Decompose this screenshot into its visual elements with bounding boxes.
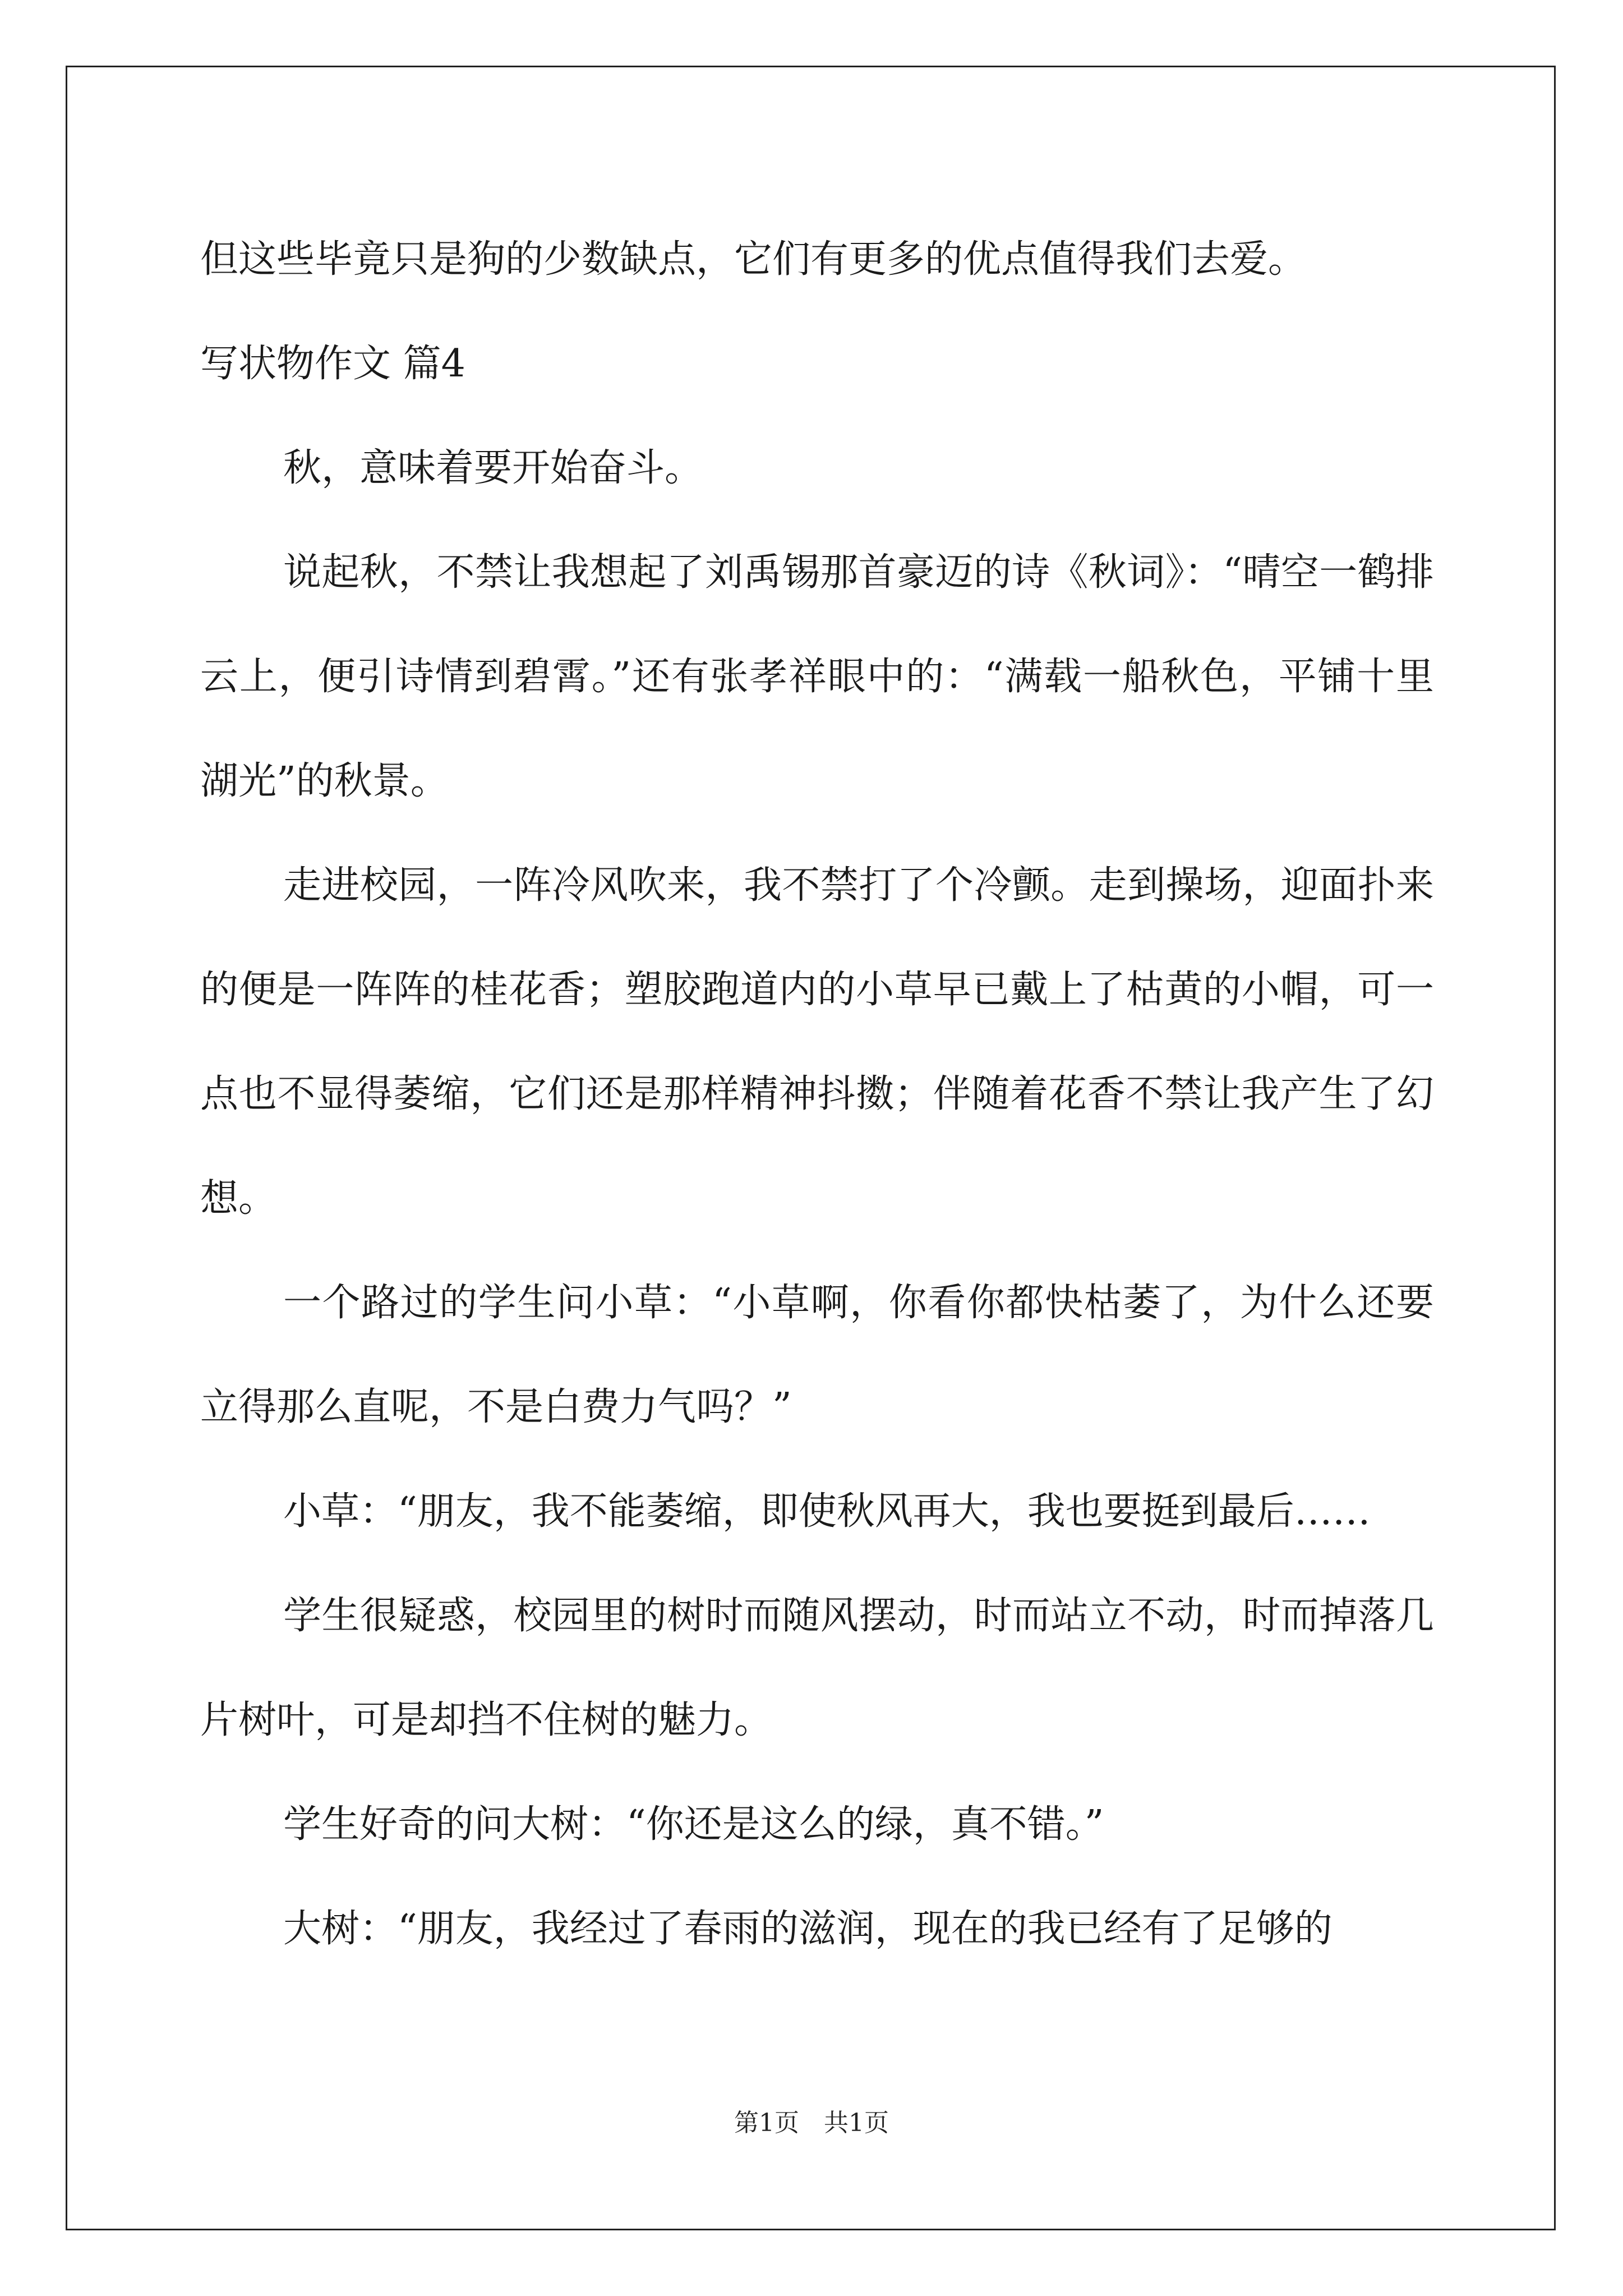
paragraph-1: 但这些毕竟只是狗的少数缺点，它们有更多的优点值得我们去爱。	[200, 237, 1307, 282]
paragraph-7: 小草：“朋友，我不能萎缩，即使秋风再大，我也要挺到最后……	[283, 1489, 1371, 1534]
paragraph-4: 说起秋，不禁让我想起了刘禹锡那首豪迈的诗《秋词》：“晴空一鹤排云上，便引诗情到碧霄。”还有张孝祥眼中的：“满载一船秋色，平铺十里湖光”的秋景。	[200, 550, 1434, 803]
document-body	[200, 208, 1434, 1981]
section-heading: 写状物作文 篇4	[200, 342, 465, 386]
page-number-footer: 第1页 共1页	[734, 2109, 889, 2137]
paragraph-9: 学生好奇的问大树：“你还是这么的绿，真不错。”	[283, 1802, 1104, 1847]
paragraph-3: 秋，意味着要开始奋斗。	[283, 446, 703, 490]
paragraph-10: 大树：“朋友，我经过了春雨的滋润，现在的我已经有了足够的	[283, 1907, 1332, 1951]
paragraph-6: 一个路过的学生问小草：“小草啊，你看你都快枯萎了，为什么还要立得那么直呢，不是白费力气吗？”	[200, 1281, 1434, 1429]
paragraph-5: 走进校园，一阵冷风吹来，我不禁打了个冷颤。走到操场，迎面扑来的便是一阵阵的桂花香；塑胶跑道内的小草早已戴上了枯黄的小帽，可一点也不显得萎缩，它们还是那样精神抖擞；伴随着花香不禁让我产生了幻想。	[200, 863, 1434, 1221]
paragraph-8: 学生很疑惑，校园里的树时而随风摆动，时而站立不动，时而掉落几片树叶，可是却挡不住树的魅力。	[200, 1594, 1434, 1742]
